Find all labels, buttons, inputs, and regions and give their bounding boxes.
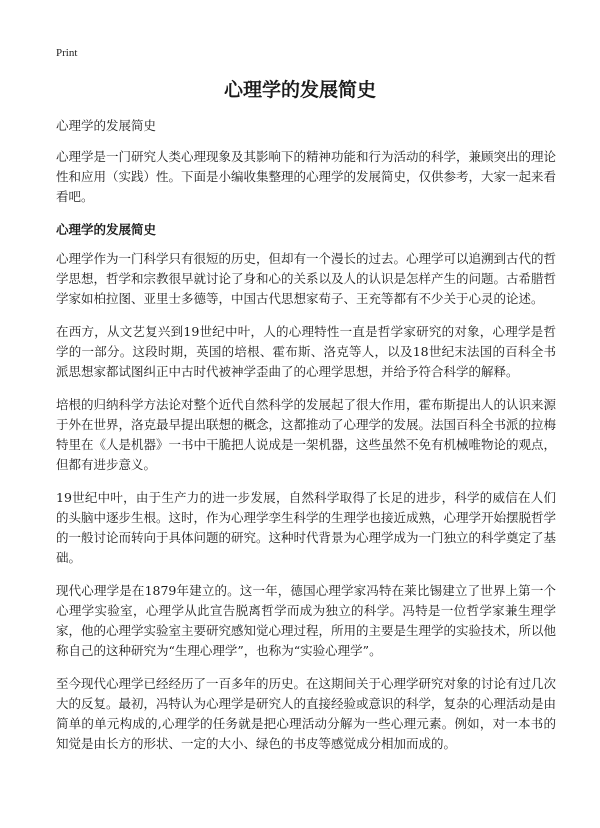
print-label: Print <box>56 47 78 59</box>
body-paragraph: 至今现代心理学已经经历了一百多年的历史。在这期间关于心理学研究对象的讨论有过几次大的反复。最初，冯特认为心理学是研究人的直接经验或意识的科学，复杂的心理活动是由简单的单元构成的,心理学的任务就是把心理活动分解为一些心理元素。例如，对一本书的知觉是由长方的形状、一定的大小、绿色的书皮等感觉成分相加而成的。 <box>56 676 557 751</box>
body-paragraph: 心理学作为一门科学只有很短的历史，但却有一个漫长的过去。心理学可以追溯到古代的哲学思想，哲学和宗教很早就讨论了身和心的关系以及人的认识是怎样产生的问题。古希腊哲学家如柏拉图、亚里士多德等，中国古代思想家荀子、王充等都有不少关于心灵的论述。 <box>56 251 557 306</box>
body-paragraph: 19世纪中叶，由于生产力的进一步发展，自然科学取得了长足的进步，科学的威信在人们的头脑中逐步生根。这时，作为心理学孪生科学的生理学也接近成熟，心理学开始摆脱哲学的一般讨论而转向于具体问题的研究。这种时代背景为心理学成为一门独立的科学奠定了基础。 <box>56 490 557 565</box>
document-subtitle: 心理学的发展简史 <box>56 118 157 133</box>
intro-paragraph: 心理学是一门研究人类心理现象及其影响下的精神功能和行为活动的科学，兼顾突出的理论性和应用（实践）性。下面是小编收集整理的心理学的发展简史，仅供参考，大家一起来看看吧。 <box>56 149 557 204</box>
page-title: 心理学的发展简史 <box>223 79 376 101</box>
body-paragraph: 培根的归纳科学方法论对整个近代自然科学的发展起了很大作用，霍布斯提出人的认识来源于外在世界，洛克最早提出联想的概念，这都推动了心理学的发展。法国百科全书派的拉梅特里在《人是机器》一书中干脆把人说成是一架机器，这些虽然不免有机械唯物论的观点，但都有进步意义。 <box>56 397 557 472</box>
body-paragraph: 现代心理学是在1879年建立的。这一年，德国心理学家冯特在莱比锡建立了世界上第一个心理学实验室，心理学从此宣告脱离哲学而成为独立的科学。冯特是一位哲学家兼生理学家，他的心理学实验室主要研究感知觉心理过程，所用的主要是生理学的实验技术，所以他称自己的这种研究为“生理心理学”，也称为“实验心理学”。 <box>56 583 557 658</box>
section-heading: 心理学的发展简史 <box>56 222 157 237</box>
body-paragraph: 在西方，从文艺复兴到19世纪中叶，人的心理特性一直是哲学家研究的对象，心理学是哲学的一部分。这段时期，英国的培根、霍布斯、洛克等人，以及18世纪末法国的百科全书派思想家都试图纠正中古时代被神学歪曲了的心理学思想，并给予符合科学的解释。 <box>56 324 556 379</box>
